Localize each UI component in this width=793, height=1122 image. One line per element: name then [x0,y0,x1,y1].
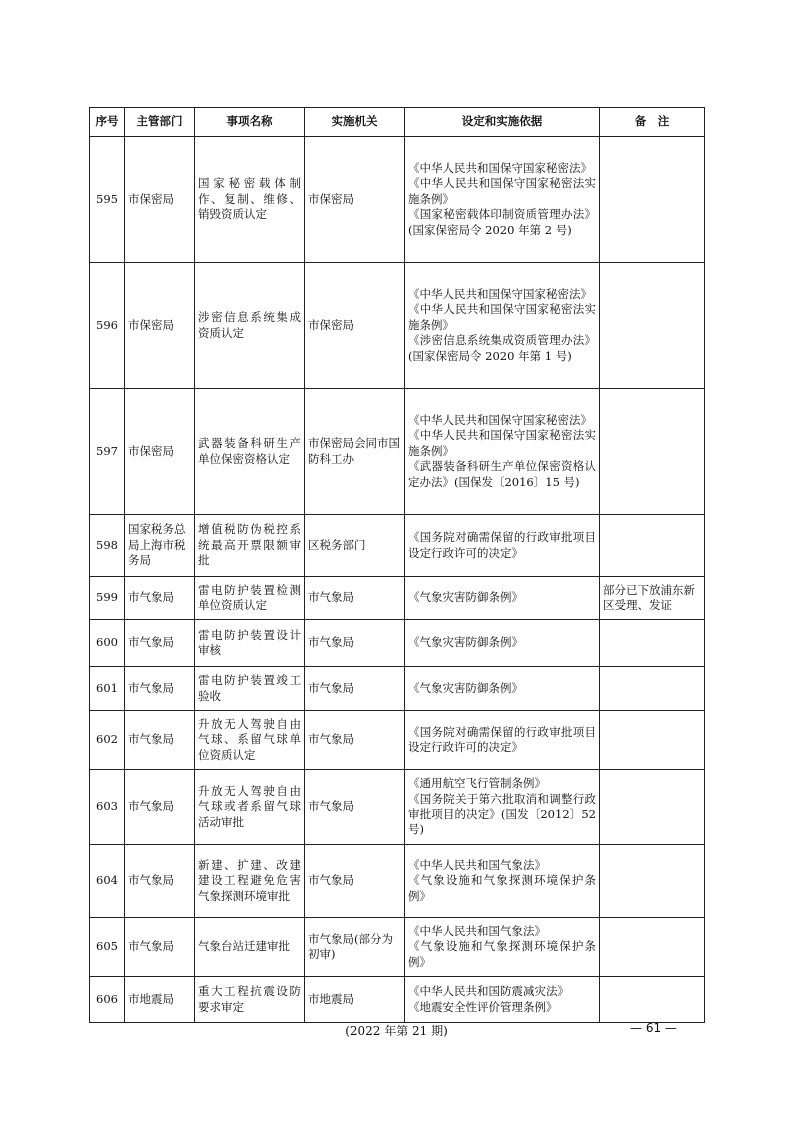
row-number: 602 [90,711,125,770]
row-basis: 《国务院对确需保留的行政审批项目设定行政许可的决定》 [405,515,600,577]
row-number: 595 [90,137,125,263]
row-dept: 市气象局 [125,667,195,711]
row-basis: 《中华人民共和国气象法》 《气象设施和气象探测环境保护条例》 [405,918,600,977]
row-item-name: 国家秘密载体制作、复制、维修、销毁资质认定 [195,137,305,263]
header-agency: 实施机关 [305,108,405,137]
row-note [600,667,705,711]
row-note [600,977,705,1023]
row-dept: 市气象局 [125,620,195,667]
row-basis: 《中华人民共和国保守国家秘密法》 《中华人民共和国保守国家秘密法实施条例》 《国家秘密载体印制资质管理办法》(国家保密局令 2020 年第 2 号) [405,137,600,263]
row-number: 606 [90,977,125,1023]
row-agency: 市气象局 [305,620,405,667]
row-number: 604 [90,845,125,918]
row-note [600,263,705,389]
table-row [90,515,705,577]
row-item-name: 雷电防护装置竣工验收 [195,667,305,711]
row-note [600,515,705,577]
page-number: — 61 — [630,1021,677,1035]
table-row [90,137,705,263]
table-row [90,577,705,620]
table-row [90,263,705,389]
table-row [90,770,705,845]
row-note [600,389,705,515]
row-item-name: 涉密信息系统集成资质认定 [195,263,305,389]
row-agency: 市地震局 [305,977,405,1023]
row-dept: 市保密局 [125,263,195,389]
header-note: 备 注 [600,108,705,137]
row-basis: 《通用航空飞行管制条例》 《国务院关于第六批取消和调整行政审批项目的决定》(国发〔2012〕52 号) [405,770,600,845]
row-basis: 《气象灾害防御条例》 [405,577,600,620]
approval-items-table [89,107,705,1023]
row-item-name: 武器装备科研生产单位保密资格认定 [195,389,305,515]
row-number: 596 [90,263,125,389]
row-item-name: 升放无人驾驶自由气球、系留气球单位资质认定 [195,711,305,770]
row-dept: 市保密局 [125,137,195,263]
row-dept: 市气象局 [125,577,195,620]
row-agency: 区税务部门 [305,515,405,577]
row-number: 597 [90,389,125,515]
row-basis: 《国务院对确需保留的行政审批项目设定行政许可的决定》 [405,711,600,770]
row-agency: 市气象局 [305,667,405,711]
row-basis: 《中华人民共和国保守国家秘密法》 《中华人民共和国保守国家秘密法实施条例》 《武器装备科研生产单位保密资格认定办法》(国保发〔2016〕15 号) [405,389,600,515]
row-basis: 《中华人民共和国保守国家秘密法》 《中华人民共和国保守国家秘密法实施条例》 《涉密信息系统集成资质管理办法》(国家保密局令 2020 年第 1 号) [405,263,600,389]
row-dept: 市气象局 [125,918,195,977]
issue-label: (2022 年第 21 期) [345,1024,448,1038]
row-basis: 《中华人民共和国防震减灾法》 《地震安全性评价管理条例》 [405,977,600,1023]
table-header-row [90,108,705,137]
row-item-name: 升放无人驾驶自由气球或者系留气球活动审批 [195,770,305,845]
table-row [90,620,705,667]
table-row [90,389,705,515]
row-agency: 市气象局 [305,711,405,770]
row-item-name: 雷电防护装置设计审核 [195,620,305,667]
row-agency: 市气象局(部分为初审) [305,918,405,977]
row-agency: 市气象局 [305,770,405,845]
row-basis: 《中华人民共和国气象法》 《气象设施和气象探测环境保护条例》 [405,845,600,918]
row-item-name: 新建、扩建、改建建设工程避免危害气象探测环境审批 [195,845,305,918]
row-number: 601 [90,667,125,711]
row-agency: 市保密局 [305,263,405,389]
table-row [90,845,705,918]
row-note [600,845,705,918]
row-dept: 市保密局 [125,389,195,515]
row-item-name: 重大工程抗震设防要求审定 [195,977,305,1023]
row-number: 605 [90,918,125,977]
row-note: 部分已下放浦东新区受理、发证 [600,577,705,620]
header-dept: 主管部门 [125,108,195,137]
row-dept: 市气象局 [125,770,195,845]
table-row [90,711,705,770]
row-note [600,620,705,667]
row-number: 599 [90,577,125,620]
row-dept: 国家税务总局上海市税务局 [125,515,195,577]
row-dept: 市气象局 [125,711,195,770]
header-no: 序号 [90,108,125,137]
row-note [600,137,705,263]
row-dept: 市气象局 [125,845,195,918]
row-agency: 市气象局 [305,577,405,620]
table-row [90,977,705,1023]
header-item: 事项名称 [195,108,305,137]
header-basis: 设定和实施依据 [405,108,600,137]
row-note [600,770,705,845]
row-number: 603 [90,770,125,845]
row-dept: 市地震局 [125,977,195,1023]
row-agency: 市保密局 [305,137,405,263]
row-note [600,918,705,977]
row-number: 600 [90,620,125,667]
row-item-name: 雷电防护装置检测单位资质认定 [195,577,305,620]
row-note [600,711,705,770]
row-agency: 市气象局 [305,845,405,918]
table-row [90,918,705,977]
row-basis: 《气象灾害防御条例》 [405,620,600,667]
row-item-name: 气象台站迁建审批 [195,918,305,977]
row-agency: 市保密局会同市国防科工办 [305,389,405,515]
table-row [90,667,705,711]
row-item-name: 增值税防伪税控系统最高开票限额审批 [195,515,305,577]
row-number: 598 [90,515,125,577]
row-basis: 《气象灾害防御条例》 [405,667,600,711]
